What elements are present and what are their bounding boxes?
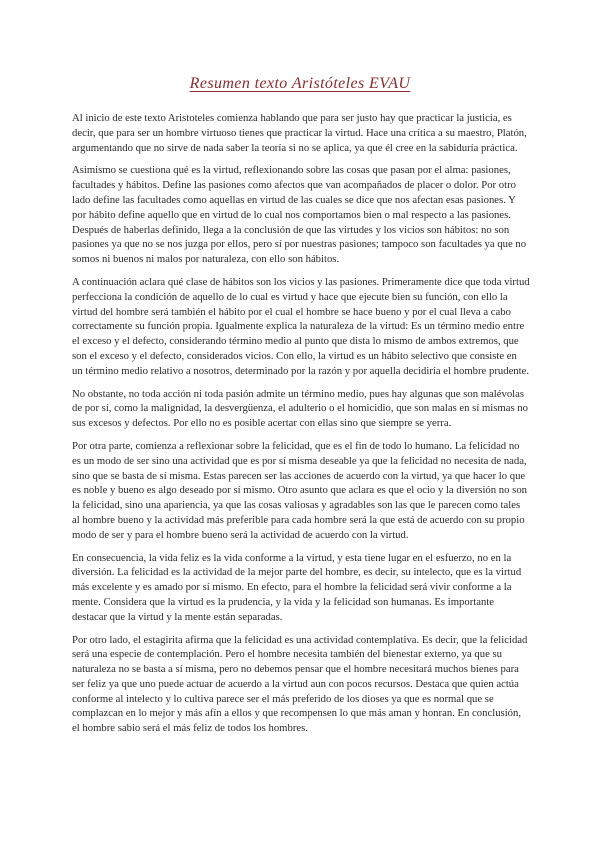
document-title: Resumen texto Aristóteles EVAU — [189, 75, 411, 92]
paragraph-happiness: Por otra parte, comienza a reflexionar sobre la felicidad, que es el fin de todo lo humano. La felicidad no es un modo de ser sino una actividad que es por sí misma deseable ya que la felicidad no necesita de nada, sino que se basta de sí misma. Estas parecen ser las acciones de acuerdo con la virtud, ya que hacer lo que es noble y bueno es algo deseado por sí mismo. Otro asunto que aclara es que el ocio y la diversión no son la felicidad, sino una apariencia, ya que las cosas valiosas y agradables son las que le parecen como tales al hombre bueno y la actividad más preferible para cada hombre será la que está de acuerdo con su propio modo de ser y para el hombre bueno será la actividad de acuerdo con la virtud. — [72, 439, 528, 541]
paragraph-habits: A continuación aclara qué clase de hábitos son los vicios y las pasiones. Primeramente dice que toda virtud perfecciona la condición de aquello de lo cual es virtud y hace que ejecute bien su función, con ello la virtud del hombre será también el hábito por el cual el hombre se hace bueno y por el cual lleva a cabo correctamente su función propia. Igualmente explica la naturaleza de la virtud: Es un término medio entre el exceso y el defecto, considerando término medio al punto que dista lo mismo de ambos extremos, que son el exceso y el defecto, considerados vicios. Con ello, la virtud es un hábito selectivo que consiste en un término medio relativo a nosotros, determinado por la razón y por aquella decidiría el hombre prudente. — [72, 275, 530, 377]
paragraph-virtue-definition: Asimismo se cuestiona qué es la virtud, reflexionando sobre las cosas que pasan por el alma: pasiones, facultades y hábitos. Define las pasiones como afectos que van acompañados de placer o dolor. Por otro lado define las facultades como aquellas en virtud de las cuales se dice que nos afectan esas pasiones. Y por hábito define aquello que en virtud de lo cual nos comportamos bien o mal respecto a las pasiones. Después de haberlas definido, llega a la conclusión de que las virtudes y los vicios son hábitos: no son pasiones ya que no se nos juzga por ellos, pero sí por nuestras pasiones; tampoco son facultades ya que no somos ni buenos ni malos por naturaleza, con ello son hábitos. — [72, 164, 527, 266]
paragraph-exceptions: No obstante, no toda acción ni toda pasión admite un término medio, pues hay algunas que son malévolas de por sí, como la malignidad, la desvergüenza, el adulterio o el homicidio, que son malas en sí mismas no sus excesos y defectos. Por ello no es posible acertar con ellas sino que siempre se yerra. — [72, 387, 528, 430]
paragraph-intro: Al inicio de este texto Aristoteles comienza hablando que para ser justo hay que practicar la justicia, es decir, que para ser un hombre virtuoso tienes que practicar la virtud. Hace una crítica a su maestro, Platón, argumentando que no sirve de nada saber la teoría si no se aplica, ya que él cree en la sabiduría práctica. — [72, 112, 527, 154]
document-body — [72, 111, 530, 744]
paragraph-contemplation: Por otro lado, el estagirita afirma que la felicidad es una actividad contemplativa. Es decir, que la felicidad será una especie de contemplación. Pero el hombre necesita también del bienestar externo, ya que su naturaleza no se basta a sí misma, pero no debemos pensar que el hombre necesitará muchos bienes para ser feliz ya que uno puede actuar de acuerdo a la virtud aun con pocos recursos. Destaca que quien actúa conforme al intelecto y lo cultiva parece ser el más preferido de los dioses ya que es normal que se complazcan en lo mejor y más afín a ellos y que recompensen lo que más aman y honran. En conclusión, el hombre sabio será el más feliz de todos los hombres. — [72, 633, 528, 735]
paragraph-happy-life: En consecuencia, la vida feliz es la vida conforme a la virtud, y esta tiene lugar en el esfuerzo, no en la diversión. La felicidad es la actividad de la mejor parte del hombre, es decir, su intelecto, que es la virtud más excelente y es amado por sí mismo. En efecto, para el hombre la felicidad será vivir conforme a la mente. Considera que la virtud es la prudencia, y la vida y la felicidad son humanas. Es importante destacar que la virtud y la mente están separadas. — [72, 551, 522, 623]
